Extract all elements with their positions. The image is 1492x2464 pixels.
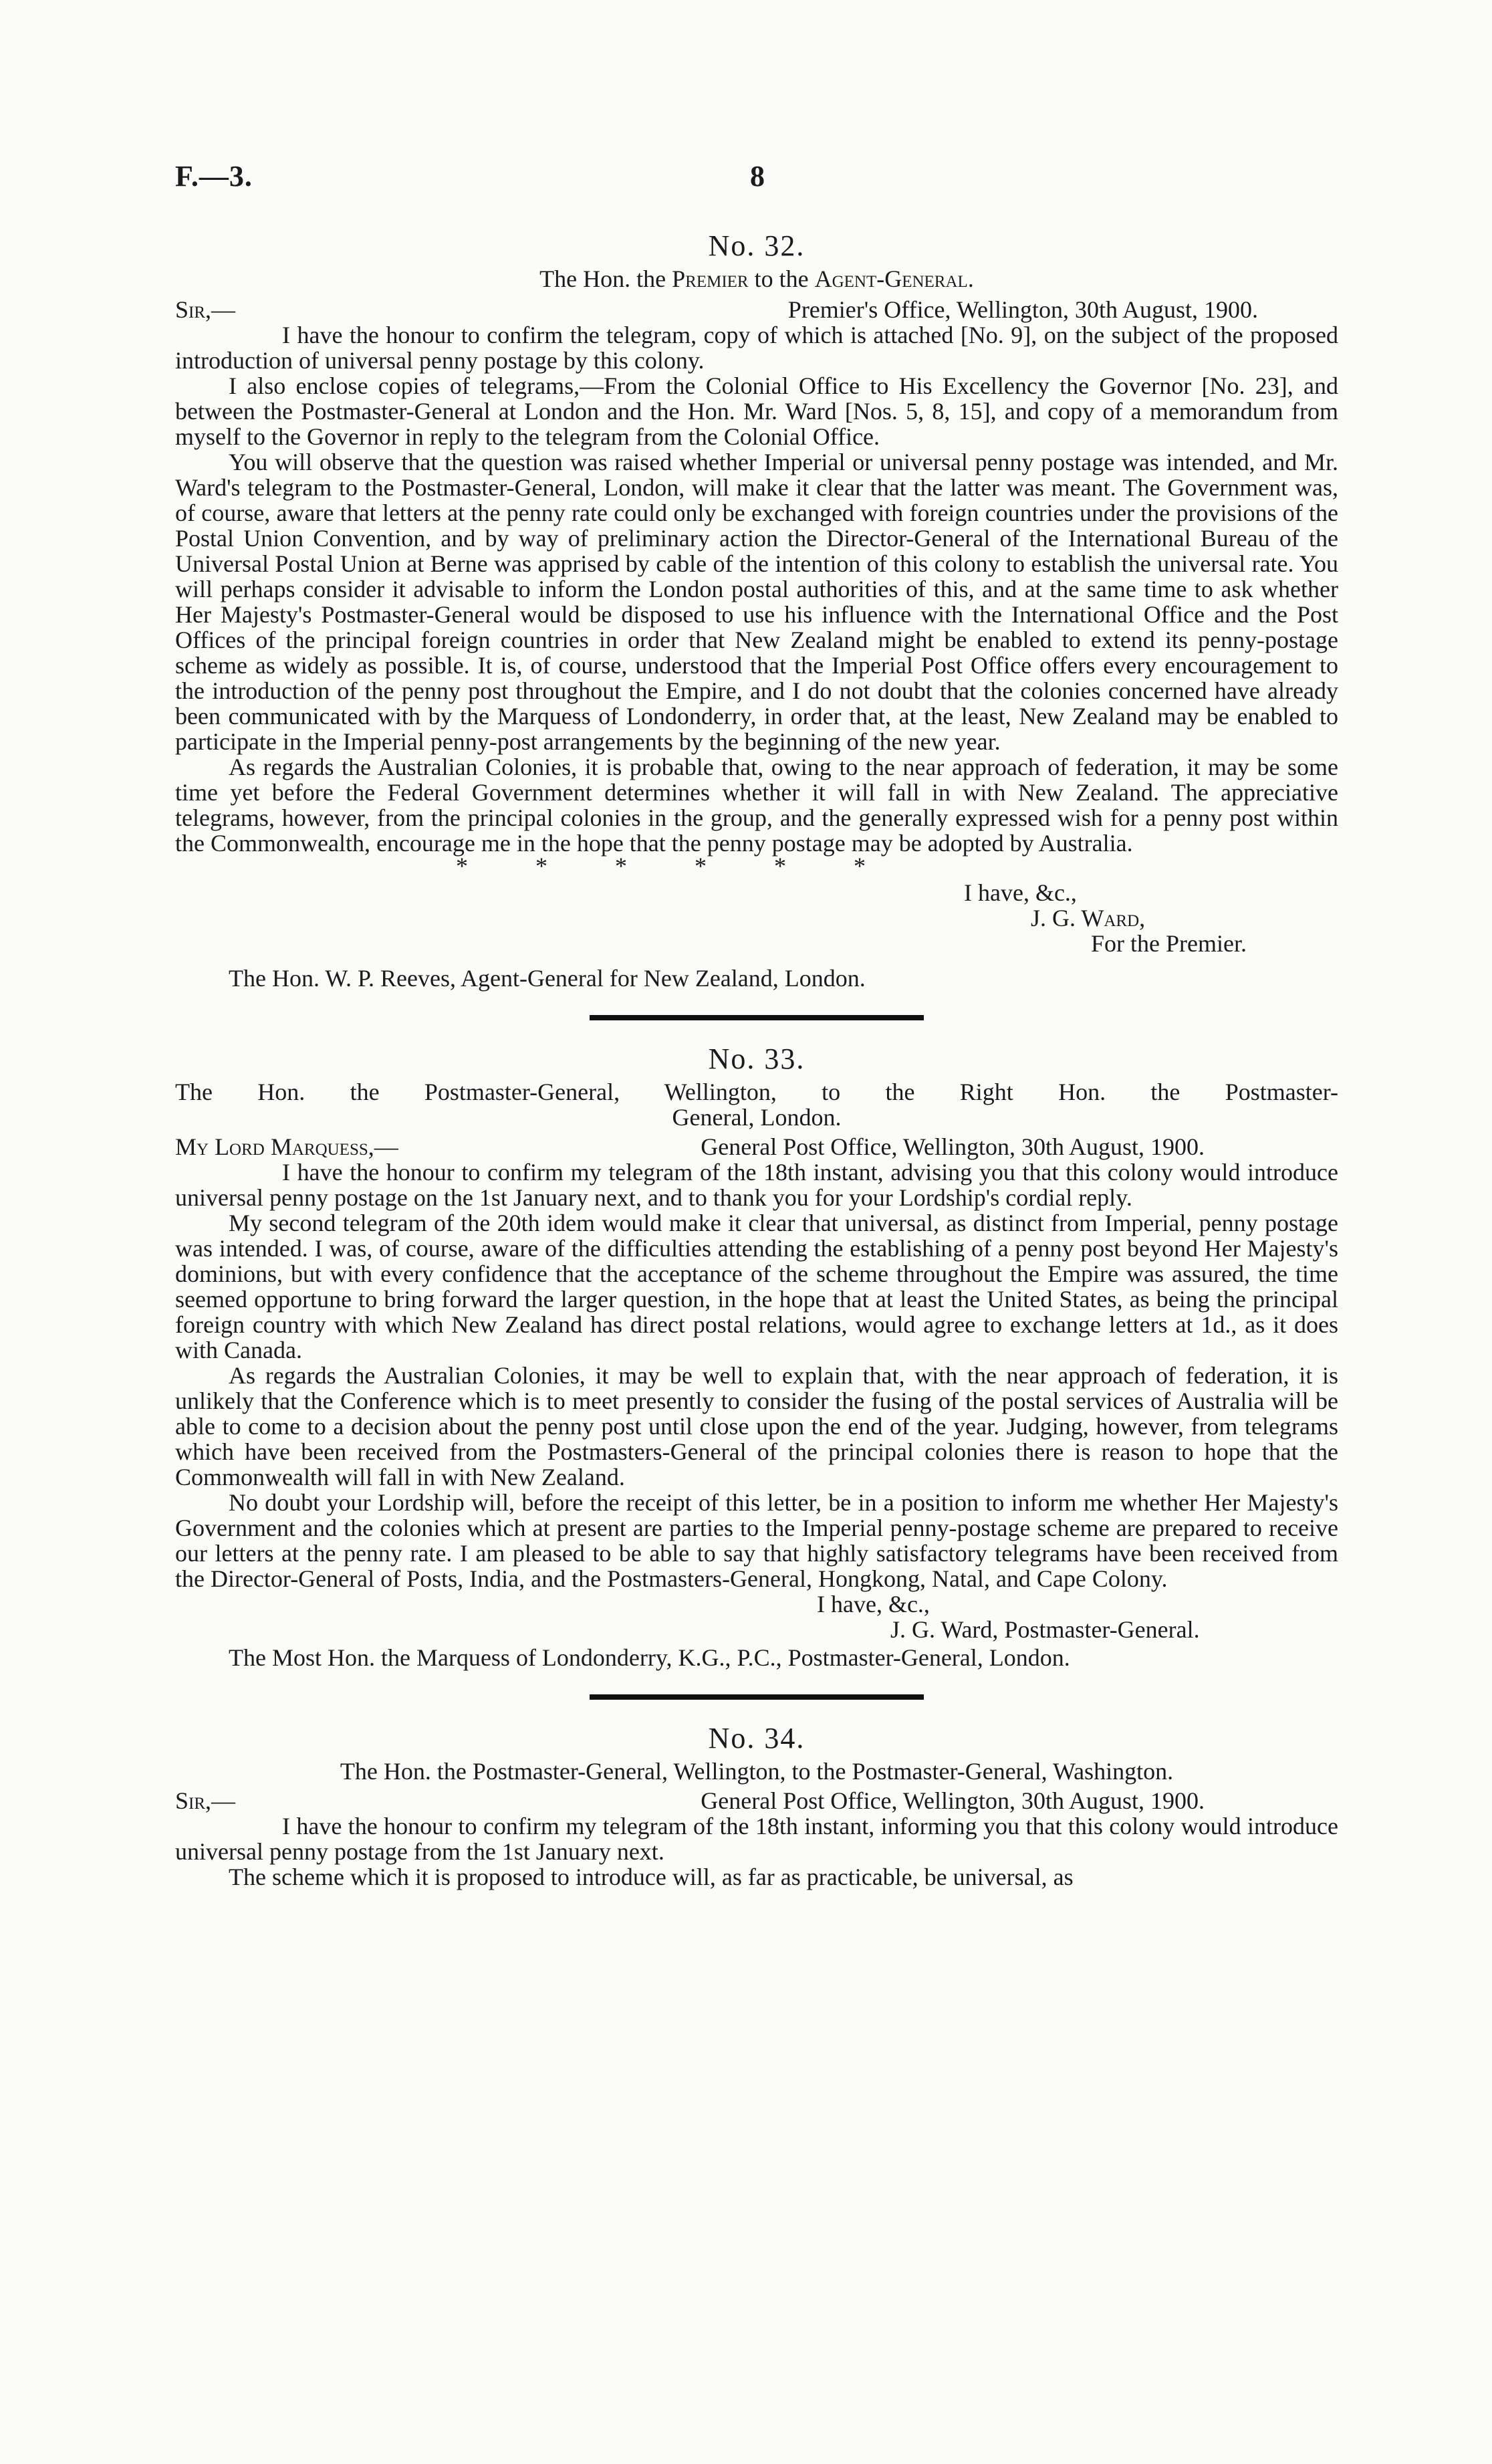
paragraph: As regards the Australian Colonies, it is probable that, owing to the near approach of federation, it may be some time yet before the Federal Government determines whether it will fall in with New Zealand. The appreciative telegrams, however, from the principal colonies in the group, and the generally expressed wish for a penny post within the Commonwealth, encourage me in the hope that the penny postage may be adopted by Australia. — [175, 754, 1338, 857]
salutation-row — [175, 1134, 1338, 1159]
closing-block — [175, 1591, 1338, 1642]
paragraph: My second telegram of the 20th idem would make it clear that universal, as distinct from Imperial, penny postage was intended. I was, of course, aware of the difficulties attending the establishing of a penny post beyond Her Majesty's dominions, but with every confidence that the acceptance of the scheme throughout the Empire was assured, the time seemed opportune to bring forward the larger question, in the hope that at least the United States, as being the principal foreign country with which New Zealand has direct postal relations, would agree to exchange letters at 1d., as it does with Canada. — [175, 1210, 1338, 1363]
signature: J. G. Ward, Postmaster-General. — [890, 1616, 1200, 1643]
document-reference: F.—3. — [175, 160, 253, 193]
paragraph: I have the honour to confirm my telegram of the 18th instant, informing you that this colony would introduce universal penny postage from the 1st January next. — [175, 1813, 1338, 1865]
paragraph: I have the honour to confirm my telegram of the 18th instant, advising you that this colony would introduce universal penny postage on the 1st January next, and to thank you for your Lordship's cordial reply. — [175, 1159, 1338, 1211]
paragraph: No doubt your Lordship will, before the receipt of this letter, be in a position to inform me whether Her Majesty's Government and the colonies which at present are parties to the Imperial penny-postage scheme are prepared to receive our letters at the penny rate. I am pleased to be able to say that highly satisfactory telegrams have been received from the Director-General of Posts, India, and the Postmasters-General, Hongkong, Natal, and Cape Colony. — [175, 1489, 1338, 1592]
letter-number: No. 32. — [708, 229, 805, 262]
page-number: 8 — [750, 160, 765, 193]
paragraph: As regards the Australian Colonies, it may be well to explain that, with the near approach of federation, it is unlikely that the Conference which is to meet presently to consider the fusing of the postal services of Australia will be able to come to a decision about the penny post until close upon the end of the year. Judging, however, from telegrams which have been received from the Postmasters-General of the principal colonies there is reason to hope that the Commonwealth will fall in with New Zealand. — [175, 1362, 1338, 1490]
page-header — [175, 159, 1338, 199]
letter-number: No. 33. — [708, 1042, 805, 1075]
signature: J. G. Ward, — [1031, 905, 1146, 931]
closing-line: I have, &c., — [817, 1591, 930, 1617]
salutation: Sir,— — [175, 296, 236, 323]
letter-from-to: The Hon. the Premier to the Agent-General. — [539, 265, 974, 292]
section-divider — [590, 1015, 924, 1020]
place-date: Premier's Office, Wellington, 30th August, 1900. — [787, 296, 1258, 323]
paragraph: I also enclose copies of telegrams,—From the Colonial Office to His Excellency the Governor [No. 23], and between the Postmaster-General at London and the Hon. Mr. Ward [Nos. 5, 8, 15], and copy of a memorandum from myself to the Governor in reply to the telegram from the Colonial Office. — [175, 372, 1338, 450]
letter-number: No. 34. — [708, 1722, 805, 1755]
place-date: General Post Office, Wellington, 30th August, 1900. — [701, 1787, 1205, 1814]
paragraph: I have the honour to confirm the telegram, copy of which is attached [No. 9], on the subject of the proposed introduction of universal penny postage by this colony. — [175, 322, 1338, 374]
letter-from-to: The Hon. the Postmaster-General, Wellington, to the Postmaster-General, Washington. — [340, 1758, 1174, 1785]
addressee: The Most Hon. the Marquess of Londonderry, K.G., P.C., Postmaster-General, London. — [229, 1644, 1070, 1671]
closing-line: I have, &c., — [964, 879, 1077, 906]
letter-from-to-cont: General, London. — [672, 1104, 842, 1131]
letter-from-to: The Hon. the Postmaster-General, Wellington, to the Right Hon. the Postmaster- — [175, 1079, 1338, 1105]
paragraph: You will observe that the question was raised whether Imperial or universal penny postage was intended, and Mr. Ward's telegram to the Postmaster-General, London, will make it clear that the latter was meant. The Government was, of course, aware that letters at the penny rate could only be exchanged with foreign countries under the provisions of the Postal Union Convention, and by way of preliminary action the Director-General of the International Bureau of the Universal Postal Union at Berne was apprised by cable of the intention of this colony to establish the universal rate. You will perhaps consider it advisable to inform the London postal authorities of this, and at the same time to ask whether Her Majesty's Postmaster-General would be disposed to use his influence with the International Office and the Post Offices of the principal foreign countries in order that New Zealand might be enabled to extend its penny-postage scheme as widely as possible. It is, of course, understood that the Imperial Post Office offers every encouragement to the introduction of the penny post throughout the Empire, and I do not doubt that the colonies concerned have already been communicated with by the Marquess of Londonderry, in order that, at the least, New Zealand may be enabled to participate in the Imperial penny-post arrangements by the beginning of the new year. — [175, 449, 1338, 755]
omission-stars: * * * * * * — [456, 853, 866, 879]
salutation: Sir,— — [175, 1787, 236, 1814]
salutation: My Lord Marquess,— — [175, 1133, 398, 1160]
signature-role: For the Premier. — [1091, 930, 1247, 957]
letter-33 — [175, 1040, 1338, 1670]
letter-34 — [175, 1720, 1338, 1890]
paragraph: The scheme which it is proposed to introduce will, as far as practicable, be universal, as — [229, 1864, 1074, 1890]
letter-32 — [175, 227, 1338, 1890]
salutation-row — [175, 297, 1338, 322]
place-date: General Post Office, Wellington, 30th August, 1900. — [701, 1133, 1205, 1160]
addressee: The Hon. W. P. Reeves, Agent-General for New Zealand, London. — [229, 965, 866, 992]
salutation-row — [175, 1788, 1338, 1813]
section-divider — [590, 1694, 924, 1700]
closing-block — [175, 880, 1338, 956]
